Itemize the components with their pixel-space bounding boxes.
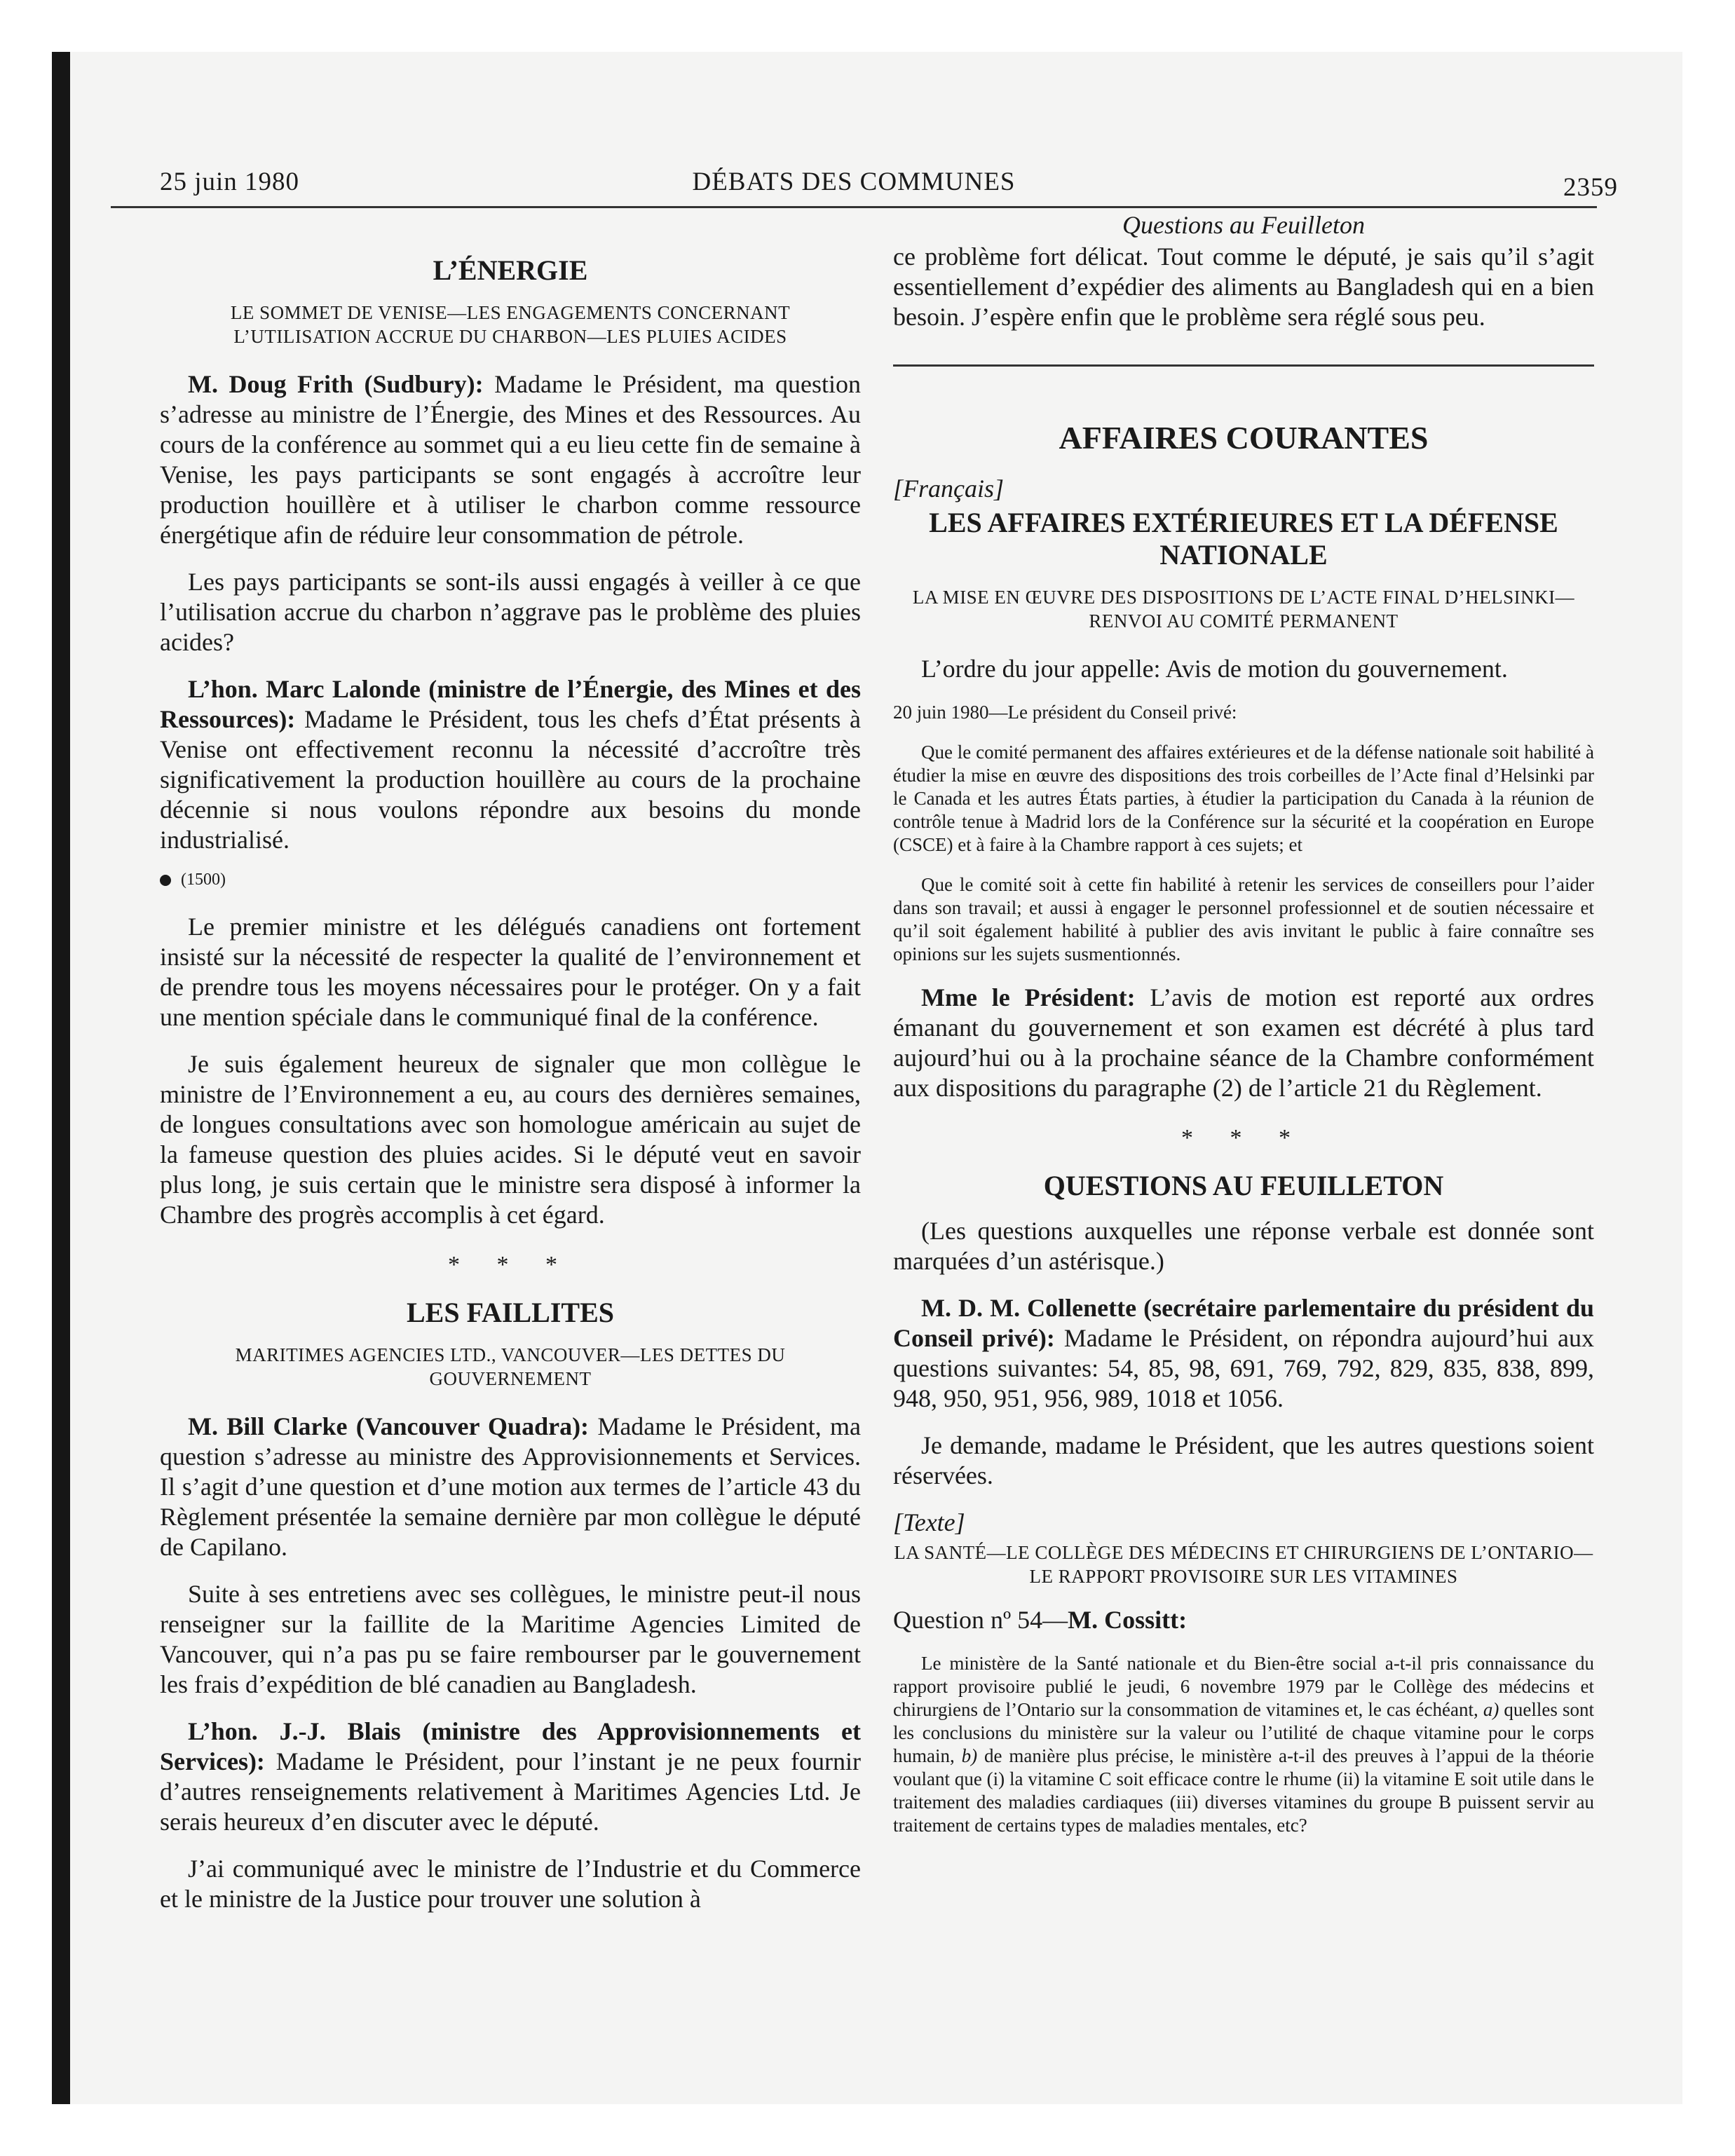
paragraph-text: Madame le Président, ma question s’adresse au ministre de l’Énergie, des Mines et des Ressources. Au cours de la conférence au sommet qui a eu lieu cette fin de semaine à Venise, les pays participants se sont engagés à accroître leur production houillère et à utiliser le charbon comme ressource énergétique afin de réduire leur consommation de pétrole.: [160, 370, 861, 549]
section-heading-questions: QUESTIONS AU FEUILLETON: [1043, 1170, 1444, 1201]
speaker-clarke: M. Bill Clarke (Vancouver Quadra):: [188, 1412, 590, 1440]
time-marker: [160, 865, 861, 895]
paragraph-questions-reservees: Je demande, madame le Président, que les autres questions soient réservées.: [893, 1431, 1594, 1489]
right-column: [893, 210, 1594, 1837]
paragraph-lalonde: [160, 674, 861, 855]
notice-date: 20 juin 1980—Le président du Conseil privé:: [893, 702, 1237, 723]
speaker-collenette: M. D. M. Collenette (secrétaire parlementaire du président du Conseil privé):: [893, 1294, 1594, 1352]
question-text-part: de manière plus précise, le ministère a-t-il des preuves à l’appui de la théorie voulant que (i) la vitamine C soit efficace contre le rhume (ii) la vitamine E soit utile dans le traitement des maladies cardiaques (iii) diverses vitamines du groupe B puissent servir au traitement de certains types de maladies mentales, etc?: [893, 1745, 1594, 1836]
divider: [893, 364, 1594, 367]
paragraph-text: Madame le Président, on répondra aujourd’hui aux questions suivantes: 54, 85, 98, 691, 769, 792, 829, 835, 838, 899, 948, 950, 951, 956, 989, 1018 et 1056.: [893, 1324, 1594, 1412]
subheading-helsinki: LA MISE EN ŒUVRE DES DISPOSITIONS DE L’ACTE FINAL D’HELSINKI—RENVOI AU COMITÉ PERMANENT: [912, 587, 1575, 632]
section-separator: * * *: [448, 1252, 573, 1278]
question-heading: [893, 1605, 1594, 1635]
section-heading-affaires-courantes: AFFAIRES COURANTES: [1059, 420, 1429, 456]
paragraph-blais: [160, 1717, 861, 1837]
paragraph-asterisque: (Les questions auxquelles une réponse verbale est donnée sont marquées d’un astérisque.): [893, 1217, 1594, 1275]
section-heading-affaires-exterieures: LES AFFAIRES EXTÉRIEURES ET LA DÉFENSE NATIONALE: [929, 507, 1558, 571]
question-member: M. Cossitt:: [1068, 1606, 1188, 1634]
subheading-venise: LE SOMMET DE VENISE—LES ENGAGEMENTS CONCERNANT L’UTILISATION ACCRUE DU CHARBON—LES PLUIES ACIDES: [230, 302, 791, 347]
question-text-part: quelles sont les conclusions du ministère sur la valeur ou l’utilité de chaque vitamine pour le corps humain,: [893, 1699, 1594, 1766]
section-heading-faillites: LES FAILLITES: [406, 1297, 615, 1328]
paragraph-communique: J’ai communiqué avec le ministre de l’Industrie et du Commerce et le ministre de la Justice pour trouver une solution à: [160, 1855, 861, 1913]
header-title: DÉBATS DES COMMUNES: [692, 168, 1016, 196]
question-item-marker: b): [961, 1745, 978, 1766]
speaker-blais: L’hon. J.-J. Blais (ministre des Approvisionnements et Services):: [160, 1717, 861, 1775]
paragraph-environnement: Je suis également heureux de signaler que mon collègue le ministre de l’Environnement a eu, au cours des dernières semaines, de longues consultations avec son homologue américain au sujet de la fameuse question des pluies acides. Si le député veut en savoir plus long, je suis certain que le ministre sera disposé à informer la Chambre des progrès accomplis à cet égard.: [160, 1050, 861, 1229]
paragraph-mme-president: [893, 983, 1594, 1103]
language-tag-texte: [Texte]: [893, 1508, 965, 1536]
left-column: [160, 210, 861, 1914]
subheading-maritimes: MARITIMES AGENCIES LTD., VANCOUVER—LES DETTES DU GOUVERNEMENT: [235, 1344, 786, 1389]
paragraph-text: Madame le Président, tous les chefs d’État présents à Venise ont effectivement reconnu la nécessité d’accroître très significativement la production houillère au cours de la prochaine décennie si nous voulons répondre aux besoins du monde industrialisé.: [160, 705, 861, 854]
speaker-mme-president: Mme le Président:: [921, 983, 1136, 1011]
language-tag-francais: [Français]: [893, 475, 1005, 503]
page-number: 2359: [1563, 173, 1618, 202]
header-date: 25 juin 1980: [160, 168, 300, 196]
motion-text-2: Que le comité soit à cette fin habilité à retenir les services de conseillers pour l’aider dans son travail; et aussi à engager le personnel professionnel et de soutien nécessaire et qu’il soit également habilité à publier des avis invitant le public à faire connaître ses opinions sur les sujets susmentionnés.: [893, 874, 1594, 964]
paragraph-text: Madame le Président, ma question s’adresse au ministre des Approvisionnements et Services. Il s’agit d’une question et d’une motion aux termes de l’article 43 du Règlement présentée la semaine dernière par mon collègue le député de Capilano.: [160, 1412, 861, 1561]
section-heading-energie: L’ÉNERGIE: [433, 254, 588, 286]
paragraph-premier-ministre: Le premier ministre et les délégués canadiens ont fortement insisté sur la nécessité de respecter la qualité de l’environnement et de prendre tous les moyens nécessaires pour le protéger. On y a fait une mention spéciale dans le communiqué final de la conférence.: [160, 913, 861, 1031]
speaker-frith: M. Doug Frith (Sudbury):: [188, 370, 484, 398]
question-text-part: Le ministère de la Santé nationale et du Bien-être social a-t-il pris connaissance du rapport provisoire publié le jeudi, 6 novembre 1979 par le Collège des médecins et chirurgiens de l’Ontario sur la consommation de vitamines et, le cas échéant,: [893, 1653, 1594, 1720]
paragraph-collenette: [893, 1293, 1594, 1414]
paragraph-clarke: [160, 1412, 861, 1562]
running-head: Questions au Feuilleton: [1122, 211, 1365, 239]
time-label: (1500): [181, 871, 226, 889]
motion-text-1: Que le comité permanent des affaires extérieures et de la défense nationale soit habilité à étudier la mise en œuvre des dispositions des trois corbeilles de l’Acte final d’Helsinki par le Canada et les autres États parties, à étudier la participation du Canada à la réunion de contrôle tenue à Madrid lors de la Conférence sur la sécurité et la coopération en Europe (CSCE) et à faire à la Chambre rapport à ces sujets; et: [893, 742, 1594, 855]
paragraph-ordre-du-jour: L’ordre du jour appelle: Avis de motion du gouvernement.: [921, 655, 1508, 683]
paragraph-suite-entretiens: Suite à ses entretiens avec ses collègues, le ministre peut-il nous renseigner sur la faillite de la Maritime Agencies Limited de Vancouver, qui n’a pas pu se faire rembourser par le gouvernement les frais d’expédition de blé canadien au Bangladesh.: [160, 1580, 861, 1698]
subheading-sante: LA SANTÉ—LE COLLÈGE DES MÉDECINS ET CHIRURGIENS DE L’ONTARIO—LE RAPPORT PROVISOIRE SUR LES VITAMINES: [894, 1542, 1593, 1587]
question-number: Question nº 54—: [893, 1606, 1068, 1634]
section-separator: * * *: [1181, 1125, 1306, 1151]
paragraph-text: L’avis de motion est reporté aux ordres émanant du gouvernement et son examen est décrété à plus tard aujourd’hui ou à la prochaine séance de la Chambre conformément aux dispositions du paragraphe (2) de l’article 21 du Règlement.: [893, 983, 1594, 1102]
paragraph-continuation: ce problème fort délicat. Tout comme le député, je sais qu’il s’agit essentiellement d’expédier des aliments au Bangladesh qui en a bien besoin. J’espère enfin que le problème sera réglé sous peu.: [893, 243, 1594, 331]
page-header: [111, 163, 1618, 208]
question-text: [893, 1652, 1594, 1837]
question-item-marker: a): [1483, 1699, 1499, 1720]
paragraph-frith: [160, 369, 861, 550]
paragraph-question-pluies: Les pays participants se sont-ils aussi engagés à veiller à ce que l’utilisation accrue du charbon n’aggrave pas le problème des pluies acides?: [160, 568, 861, 656]
paragraph-text: Madame le Président, pour l’instant je ne peux fournir d’autres renseignements relativement à Maritimes Agencies Ltd. Je serais heureux d’en discuter avec le député.: [160, 1747, 861, 1836]
speaker-lalonde: L’hon. Marc Lalonde (ministre de l’Énergie, des Mines et des Ressources):: [160, 675, 861, 733]
bullet-icon: [160, 875, 171, 886]
